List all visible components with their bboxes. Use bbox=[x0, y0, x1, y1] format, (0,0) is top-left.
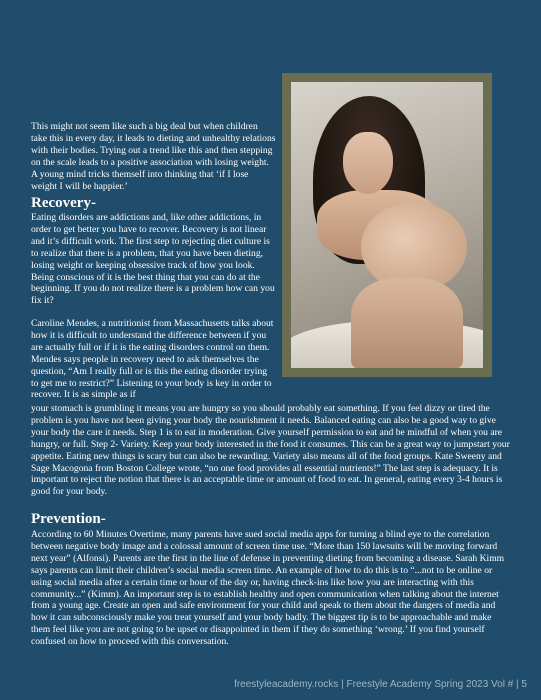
recovery-paragraph-2-continued: your stomach is grumbling it means you are hungry so you should probably eat something. If you feel dizzy or tired the problem is you have not been giving your body the nourishment it needs. Balanced eating can also be a good way to give your body the care it needs. Step 1 is to eat in moderation. Give yourself permission to eat and be mindful of when you are hungry, or full. Step 2- Variety. Keep your body interested in the food it consumes. This can be a great way to jumpstart your appetite. Eating new things is scary but can also be rewarding. Variety also means all of the food groups. Kate Sweeny and Sage Macogona from Boston College wrote, “no one food provides all essential nutrients!” The last step is adequacy. It is important to reject the notion that there is an acceptable time or amount of food to eat. In general, eating every 3-4 hours is good for your body. bbox=[31, 403, 510, 498]
photo-face bbox=[343, 132, 393, 194]
article-photo bbox=[282, 73, 492, 377]
page-footer: freestyleacademy.rocks | Freestyle Academy Spring 2023 Vol # | 5 bbox=[234, 679, 527, 690]
recovery-paragraph-1: Eating disorders are addictions and, like other addictions, in order to get better you have to recover. Recovery is not linear and it’s difficult work. The first step to rejecting diet culture is to realize that there is a problem, that you have been dieting, losing weight or keeping obsessive track of how you look. Being conscious of it is the best thing that you can do at the beginning. If you do not realize there is a problem how can you fix it? bbox=[31, 212, 275, 307]
recovery-heading: Recovery- bbox=[31, 195, 96, 211]
prevention-paragraph: According to 60 Minutes Overtime, many parents have sued social media apps for turning a blind eye to the correlation between negative body image and a colossal amount of screen time use. “More than 150 lawsuits will be moving forward next year” (Alfonsi). Parents are the first in the line of defense in preventing dieting from becoming a disease. Sarah Kimm says parents can limit their children’s social media screen time. An example of how to do this is to “...not to be online or using social media after a certain time or hour of the day or, having check-ins like how you are interacting with this community...” (Kimm). An important step is to establish healthy and open communication when talking about the internet from a young age. Create an open and safe environment for your child and speak to them about the dangers of media and how it can subconsciously make you treat yourself and your body badly. The biggest tip is to be approachable and make them feel like you are not going to be upset or disappointed in them if they do something ‘wrong.’ If you find yourself confused on how to proceed with this conversation. bbox=[31, 529, 505, 648]
intro-paragraph: This might not seem like such a big deal but when children take this in every day, it leads to dieting and unhealthy relations with their bodies. Trying out a trend like this and then stepping on the scale leads to a positive association with losing weight. A young mind tricks themself into thinking that ‘if I lose weight I will be happier.’ bbox=[31, 121, 276, 192]
photo-girl-in-bathtub bbox=[291, 82, 483, 368]
recovery-paragraph-2: Caroline Mendes, a nutritionist from Massachusetts talks about how it is difficult to understand the difference between if you are actually full or if it is the eating disorders control on them. Mendes says people in recovery need to ask themselves the question, “Am I really full or is this the eating disorder trying to get me to restrict?” Listening to your body is key in order to recover. It is as simple as if bbox=[31, 318, 274, 401]
prevention-heading: Prevention- bbox=[31, 511, 106, 527]
photo-legs bbox=[351, 278, 463, 368]
